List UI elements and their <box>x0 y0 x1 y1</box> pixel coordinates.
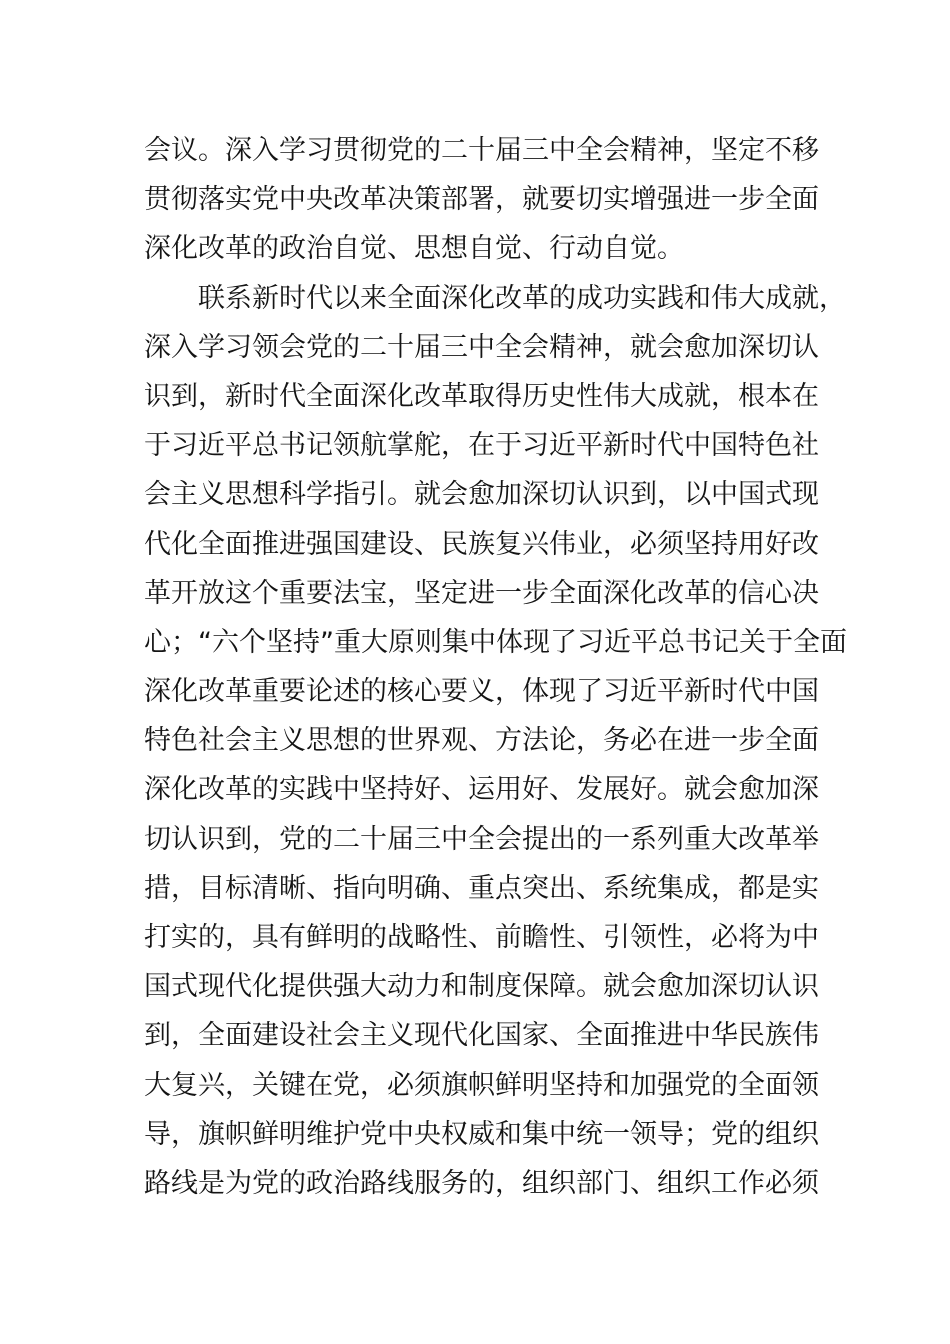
text-line: 特色社会主义思想的世界观、方法论，务必在进一步全面 <box>144 725 819 757</box>
text-line: 心；“六个坚持”重大原则集中体现了习近平总书记关于全面 <box>144 626 847 658</box>
text-line: 路线是为党的政治路线服务的，组织部门、组织工作必须 <box>144 1167 819 1199</box>
text-line: 会议。深入学习贯彻党的二十届三中全会精神，坚定不移 <box>144 135 819 166</box>
text-line: 深入学习领会党的二十届三中全会精神，就会愈加深切认 <box>144 331 819 363</box>
text-line: 国式现代化提供强大动力和制度保障。就会愈加深切认识 <box>144 971 819 1003</box>
text-line: 于习近平总书记领航掌舵，在于习近平新时代中国特色社 <box>144 430 819 462</box>
paragraph-first-line: 联系新时代以来全面深化改革的成功实践和伟大成就， <box>198 282 846 314</box>
text-line: 代化全面推进强国建设、民族复兴伟业，必须坚持用好改 <box>144 528 819 560</box>
text-line: 措，目标清晰、指向明确、重点突出、系统集成，都是实 <box>144 872 819 904</box>
text-line: 贯彻落实党中央改革决策部署，就要切实增强进一步全面 <box>144 184 819 216</box>
body-text <box>144 126 847 1208</box>
text-line: 会主义思想科学指引。就会愈加深切认识到，以中国式现 <box>144 479 819 511</box>
text-line: 大复兴，关键在党，必须旗帜鲜明坚持和加强党的全面领 <box>144 1069 819 1101</box>
text-line: 深化改革的政治自觉、思想自觉、行动自觉。 <box>144 233 684 265</box>
text-line: 到，全面建设社会主义现代化国家、全面推进中华民族伟 <box>144 1020 819 1052</box>
text-line: 识到，新时代全面深化改革取得历史性伟大成就，根本在 <box>144 380 819 412</box>
text-line: 革开放这个重要法宝，坚定进一步全面深化改革的信心决 <box>144 577 819 609</box>
text-line: 导，旗帜鲜明维护党中央权威和集中统一领导；党的组织 <box>144 1118 819 1150</box>
text-line: 深化改革重要论述的核心要义，体现了习近平新时代中国 <box>144 676 819 708</box>
text-line: 切认识到，党的二十届三中全会提出的一系列重大改革举 <box>144 823 819 855</box>
text-line: 打实的，具有鲜明的战略性、前瞻性、引领性，必将为中 <box>144 922 819 953</box>
text-line: 深化改革的实践中坚持好、运用好、发展好。就会愈加深 <box>144 774 819 806</box>
